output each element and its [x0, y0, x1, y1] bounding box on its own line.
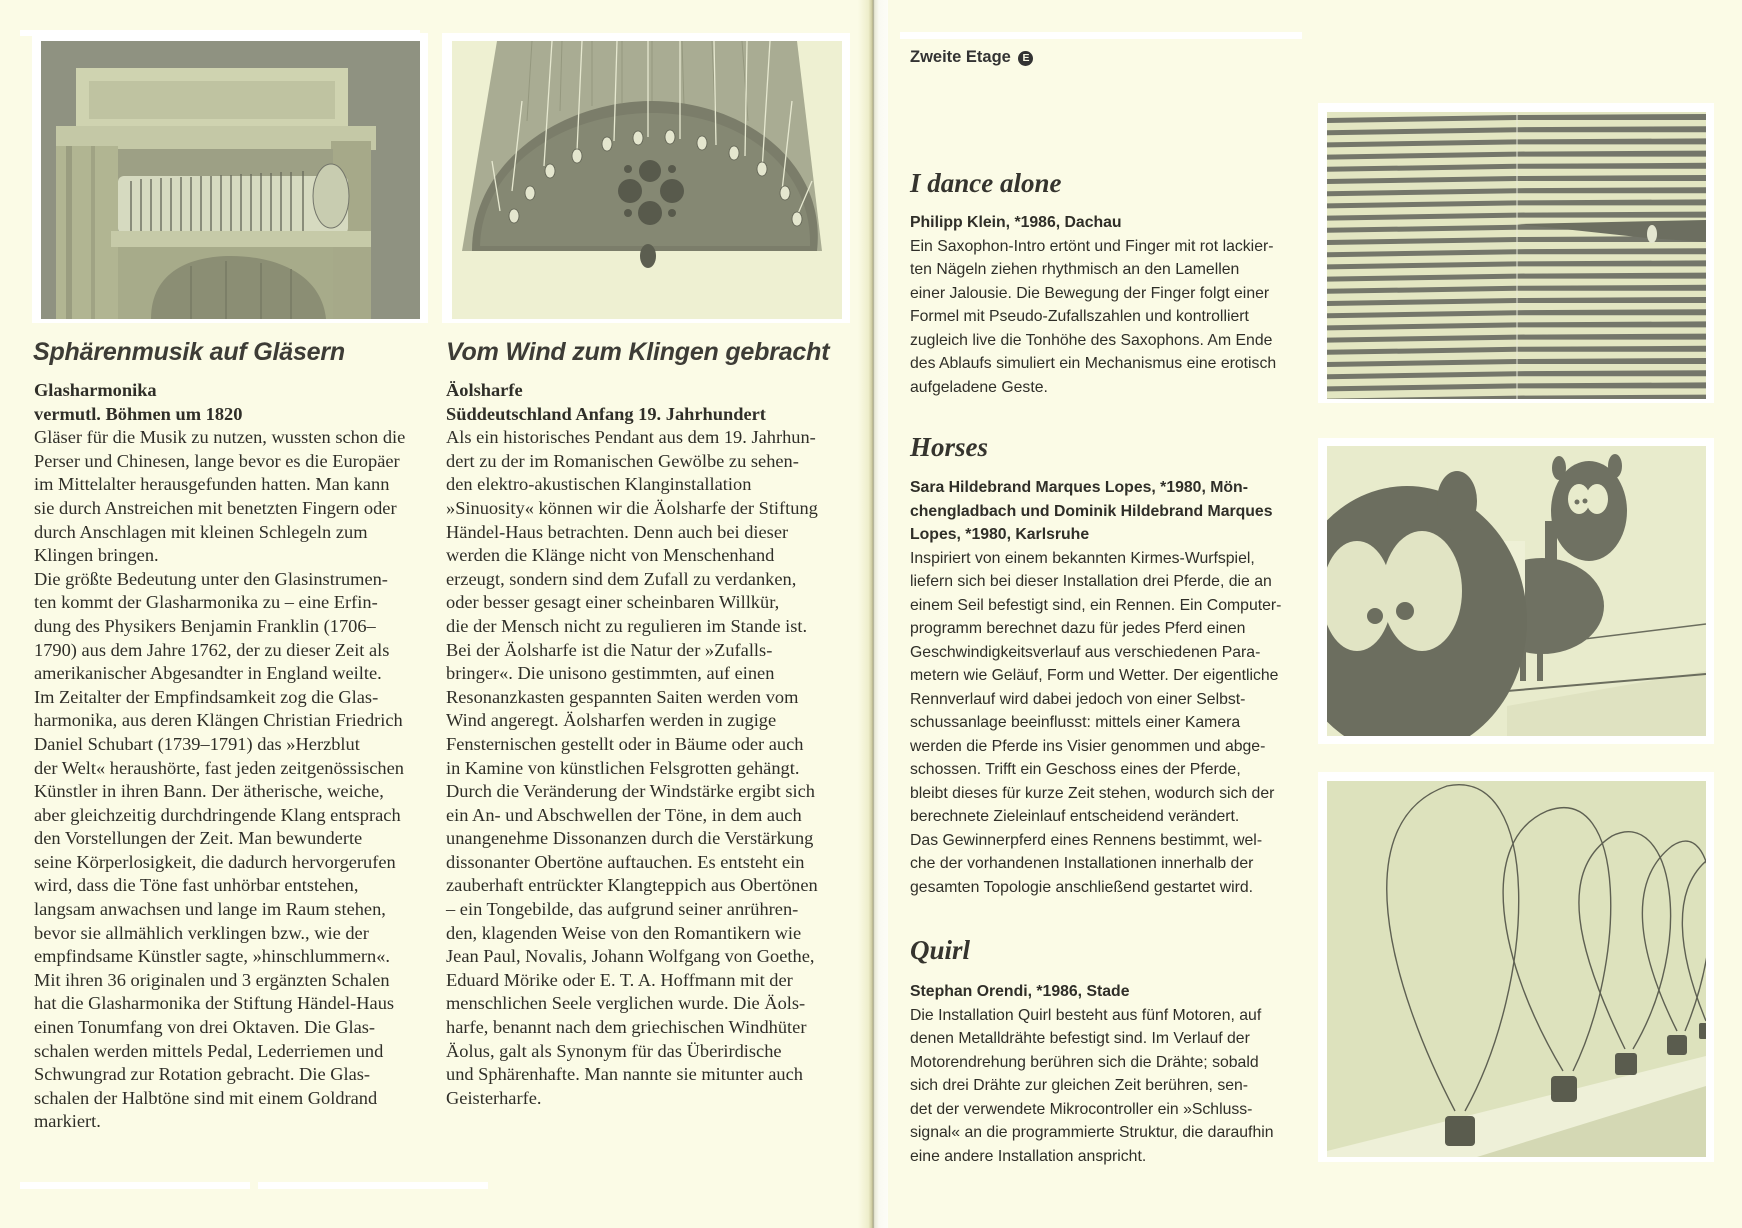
text-line: langsam anwachsen und lange im Raum stehen,	[34, 899, 386, 920]
work-body-horses	[910, 476, 1281, 899]
text-line: sie durch Anstreichen mit benetzten Fingern oder	[34, 497, 397, 518]
text-line: empfindsame Künstler sagte, »hinschlummern«.	[34, 946, 390, 967]
article-text	[446, 426, 818, 1110]
work-description	[910, 235, 1276, 400]
artist-line: Stephan Orendi, *1986, Stade	[910, 983, 1130, 1000]
object-origin: Süddeutschland Anfang 19. Jahrhundert	[446, 403, 766, 424]
text-line: des Ablaufs simuliert ein Mechanismus eine erotisch	[910, 355, 1277, 372]
text-line: Daniel Schubart (1739–1791) das »Herzblut	[34, 733, 360, 754]
article-text	[34, 426, 405, 1134]
work-body-i-dance-alone	[910, 211, 1276, 399]
text-line: werden die Pferde ins Visier genommen und abge-	[910, 737, 1266, 755]
text-line: Inspiriert von einem bekannten Kirmes-Wurfspiel,	[910, 549, 1255, 567]
text-line: markiert.	[34, 1111, 101, 1132]
text-line: zugleich live die Tonhöhe des Saxophons. Am Ende	[910, 331, 1273, 349]
text-line: Wind angeregt. Äolsharfen werden in zugige	[446, 710, 777, 731]
glasharmonika-photo	[41, 41, 420, 319]
text-line: unangenehme Dissonanzen durch die Verstärkung	[446, 828, 814, 849]
bottom-rule-1	[20, 1182, 250, 1189]
floor-label-text: Zweite Etage	[910, 48, 1011, 66]
work-title-horses: Horses	[910, 432, 989, 462]
work-description	[910, 547, 1281, 900]
text-line: Gläser für die Musik zu nutzen, wussten schon die	[34, 427, 406, 448]
artist-line: chengladbach und Dominik Hildebrand Marques	[910, 502, 1273, 520]
text-line: Jean Paul, Novalis, Johann Wolfgang von Goethe,	[446, 946, 815, 967]
text-line: menschlichen Seele verglichen wurde. Die Äols-	[446, 993, 806, 1014]
quirl-photo	[1327, 781, 1706, 1157]
page-fold	[858, 0, 888, 1228]
artist-credit	[910, 211, 1276, 235]
text-line: Die Installation Quirl besteht aus fünf Motoren, auf	[910, 1006, 1262, 1024]
text-line: »Sinuosity« können wir die Äolsharfe der Stiftung	[446, 497, 818, 518]
text-line: schussanlage beeinflusst: mittels einer Kamera	[910, 714, 1241, 731]
work-title-quirl: Quirl	[910, 935, 971, 965]
article-title-glasharmonika: Sphärenmusik auf Gläsern	[33, 338, 345, 366]
text-line: bringer«. Die unisono gestimmten, auf einen	[446, 663, 775, 684]
floor-label	[910, 48, 1033, 67]
text-line: in Kamine von künstlichen Felsgrotten gehängt.	[446, 757, 800, 778]
text-line: Das Gewinnerpferd eines Rennens bestimmt, wel-	[910, 831, 1263, 849]
text-line: wird, dass die Töne fast unhörbar entstehen,	[34, 875, 359, 896]
text-line: Mit ihren 36 originalen und 3 ergänzten Schalen	[34, 969, 390, 990]
text-line: gesamten Topologie anschließend gestartet wird.	[910, 878, 1254, 896]
text-line: Resonanzkasten gespannten Saiten werden vom	[446, 686, 799, 707]
text-line: im Mittelalter herausgefunden hatten. Man kann	[34, 474, 390, 495]
text-line: Durch die Veränderung der Windstärke ergibt sich	[446, 781, 816, 802]
text-line: programm berechnet dazu für jedes Pferd einen	[910, 620, 1246, 637]
text-line: ein An- und Abschwellen der Töne, in dem auch	[446, 804, 802, 825]
text-line: aufgeladene Geste.	[910, 378, 1048, 396]
article-body-aeolsharfe	[446, 379, 818, 1110]
text-line: einen Tonumfang von drei Oktaven. Die Glas-	[34, 1017, 376, 1038]
text-line: bevor sie allmählich verklingen bzw., wie der	[34, 922, 369, 943]
text-line: denen Metalldrähte befestigt sind. Im Verlauf der	[910, 1030, 1250, 1047]
top-rule-right	[900, 32, 1302, 39]
text-line: dert zu der im Romanischen Gewölbe zu sehen-	[446, 450, 799, 471]
text-line: Die größte Bedeutung unter den Glasinstrumen-	[34, 568, 388, 589]
text-line: bleibt dieses für kurze Zeit stehen, wodurch sich der	[910, 784, 1275, 802]
text-line: aber gleichzeitig durchdringende Klang entsprach	[34, 804, 401, 825]
object-name: Glasharmonika	[34, 380, 157, 400]
text-line: Formel mit Pseudo-Zufallszahlen und kontrolliert	[910, 308, 1249, 325]
text-line: Schwungrad zur Rotation gebracht. Die Glas-	[34, 1064, 371, 1085]
text-line: Klingen bringen.	[34, 545, 159, 566]
work-body-quirl	[910, 980, 1274, 1168]
text-line: Perser und Chinesen, lange bevor es die Europäer	[34, 450, 400, 471]
text-line: Ein Saxophon-Intro ertönt und Finger mit rot lackier-	[910, 237, 1274, 255]
text-line: der Welt« heraushörte, fast jeden zeitgenössischen	[34, 757, 404, 778]
text-line: Künstler in ihren Bann. Der ätherische, weiche,	[34, 781, 384, 802]
artist-line: Sara Hildebrand Marques Lopes, *1980, Mön-	[910, 479, 1248, 496]
floor-badge-icon: E	[1018, 51, 1033, 66]
text-line: den elektro-akustischen Klanginstallation	[446, 474, 752, 495]
text-line: werden die Klänge nicht von Menschenhand	[446, 545, 775, 566]
text-line: schalen werden mittels Pedal, Lederriemen und	[34, 1040, 384, 1061]
work-title-i-dance-alone: I dance alone	[910, 168, 1062, 198]
text-line: Eduard Mörike oder E. T. A. Hoffmann mit der	[446, 969, 793, 990]
text-line: Fensternischen gestellt oder in Bäume oder auch	[446, 733, 804, 754]
text-line: berechnete Zieleinlauf entscheidend verändert.	[910, 808, 1240, 825]
text-line: Geisterharfe.	[446, 1087, 542, 1108]
text-line: schossen. Trifft ein Geschoss eines der Pferde,	[910, 761, 1241, 778]
artist-credit	[910, 980, 1274, 1004]
text-line: dung des Physikers Benjamin Franklin (1706–	[34, 615, 376, 636]
artist-line: Philipp Klein, *1986, Dachau	[910, 214, 1122, 231]
text-line: einer Jalousie. Die Bewegung der Finger folgt einer	[910, 284, 1270, 302]
text-line: schalen der Halbtöne sind mit einem Goldrand	[34, 1087, 378, 1108]
text-line: Händel-Haus betrachten. Denn auch bei dieser	[446, 521, 789, 542]
text-line: Geschwindigkeitsverlauf aus verschiedenen Para-	[910, 643, 1261, 661]
text-line: einem Seil befestigt sind, ein Rennen. Ein Computer-	[910, 596, 1282, 614]
text-line: det der verwendete Mikrocontroller ein »Schluss-	[910, 1100, 1253, 1118]
horses-photo	[1327, 446, 1706, 736]
article-body-glasharmonika	[34, 379, 405, 1134]
i-dance-alone-photo	[1327, 112, 1706, 399]
text-line: durch Anschlagen mit kleinen Schlegeln zum	[34, 521, 368, 542]
text-line: – ein Tongebilde, das aufgrund seiner anrühren-	[446, 899, 799, 920]
bottom-rule-2	[258, 1182, 488, 1189]
text-line: hat die Glasharmonika der Stiftung Händel-Haus	[34, 993, 395, 1014]
object-origin: vermutl. Böhmen um 1820	[34, 403, 243, 424]
text-line: 1790) aus dem Jahre 1762, der zu dieser Zeit als	[34, 639, 390, 660]
text-line: signal« an die programmierte Struktur, die daraufhin	[910, 1124, 1274, 1141]
text-line: sich drei Drähte zur gleichen Zeit berühren, sen-	[910, 1077, 1249, 1094]
text-line: Rennverlauf wird dabei jedoch von einer Selbst-	[910, 690, 1246, 708]
object-name: Äolsharfe	[446, 380, 523, 400]
text-line: oder besser gesagt einer scheinbaren Willkür,	[446, 592, 780, 613]
text-line: che der vorhandenen Installationen innerhalb der	[910, 855, 1254, 872]
text-line: den Vorstellungen der Zeit. Man bewunderte	[34, 828, 363, 849]
text-line: ten Nägeln ziehen rhythmisch an den Lamellen	[910, 261, 1240, 278]
text-line: Bei der Äolsharfe ist die Natur der »Zufalls-	[446, 639, 773, 660]
text-line: metern wie Geläuf, Form und Wetter. Der eigentliche	[910, 667, 1279, 684]
text-line: die der Mensch nicht zu regulieren im Stande ist.	[446, 615, 808, 636]
article-title-aeolsharfe: Vom Wind zum Klingen gebracht	[446, 338, 830, 366]
text-line: ten kommt der Glasharmonika zu – eine Erfin-	[34, 592, 378, 613]
text-line: Motorendrehung berühren sich die Drähte; sobald	[910, 1053, 1259, 1071]
text-line: Äolus, galt als Synonym für das Überirdische	[446, 1040, 782, 1061]
text-line: liefern sich bei dieser Installation drei Pferde, die an	[910, 573, 1272, 590]
text-line: eine andere Installation anspricht.	[910, 1147, 1147, 1165]
text-line: und Sphärenhafte. Man nannte sie mitunter auch	[446, 1064, 803, 1085]
text-line: erzeugt, sondern sind dem Zufall zu verdanken,	[446, 568, 797, 589]
text-line: seine Körperlosigkeit, die dadurch hervorgerufen	[34, 851, 396, 872]
text-line: Als ein historisches Pendant aus dem 19. Jahrhun-	[446, 427, 816, 448]
text-line: zauberhaft entrückter Klangteppich aus Obertönen	[446, 875, 818, 896]
text-line: dissonanter Obertöne auftauchen. Es entsteht ein	[446, 851, 805, 872]
text-line: den, klagenden Weise von den Romantikern wie	[446, 922, 802, 943]
work-description	[910, 1004, 1274, 1169]
text-line: harmonika, aus deren Klängen Christian Friedrich	[34, 710, 403, 731]
text-line: amerikanischer Abgesandter in England weilte.	[34, 663, 382, 684]
artist-line: Lopes, *1980, Karlsruhe	[910, 526, 1090, 543]
finger	[1647, 225, 1657, 243]
aeolsharfe-photo	[452, 41, 842, 319]
artist-credit	[910, 476, 1281, 547]
text-line: Im Zeitalter der Empfindsamkeit zog die Glas-	[34, 686, 379, 707]
text-line: harfe, benannt nach dem griechischen Windhüter	[446, 1017, 807, 1038]
